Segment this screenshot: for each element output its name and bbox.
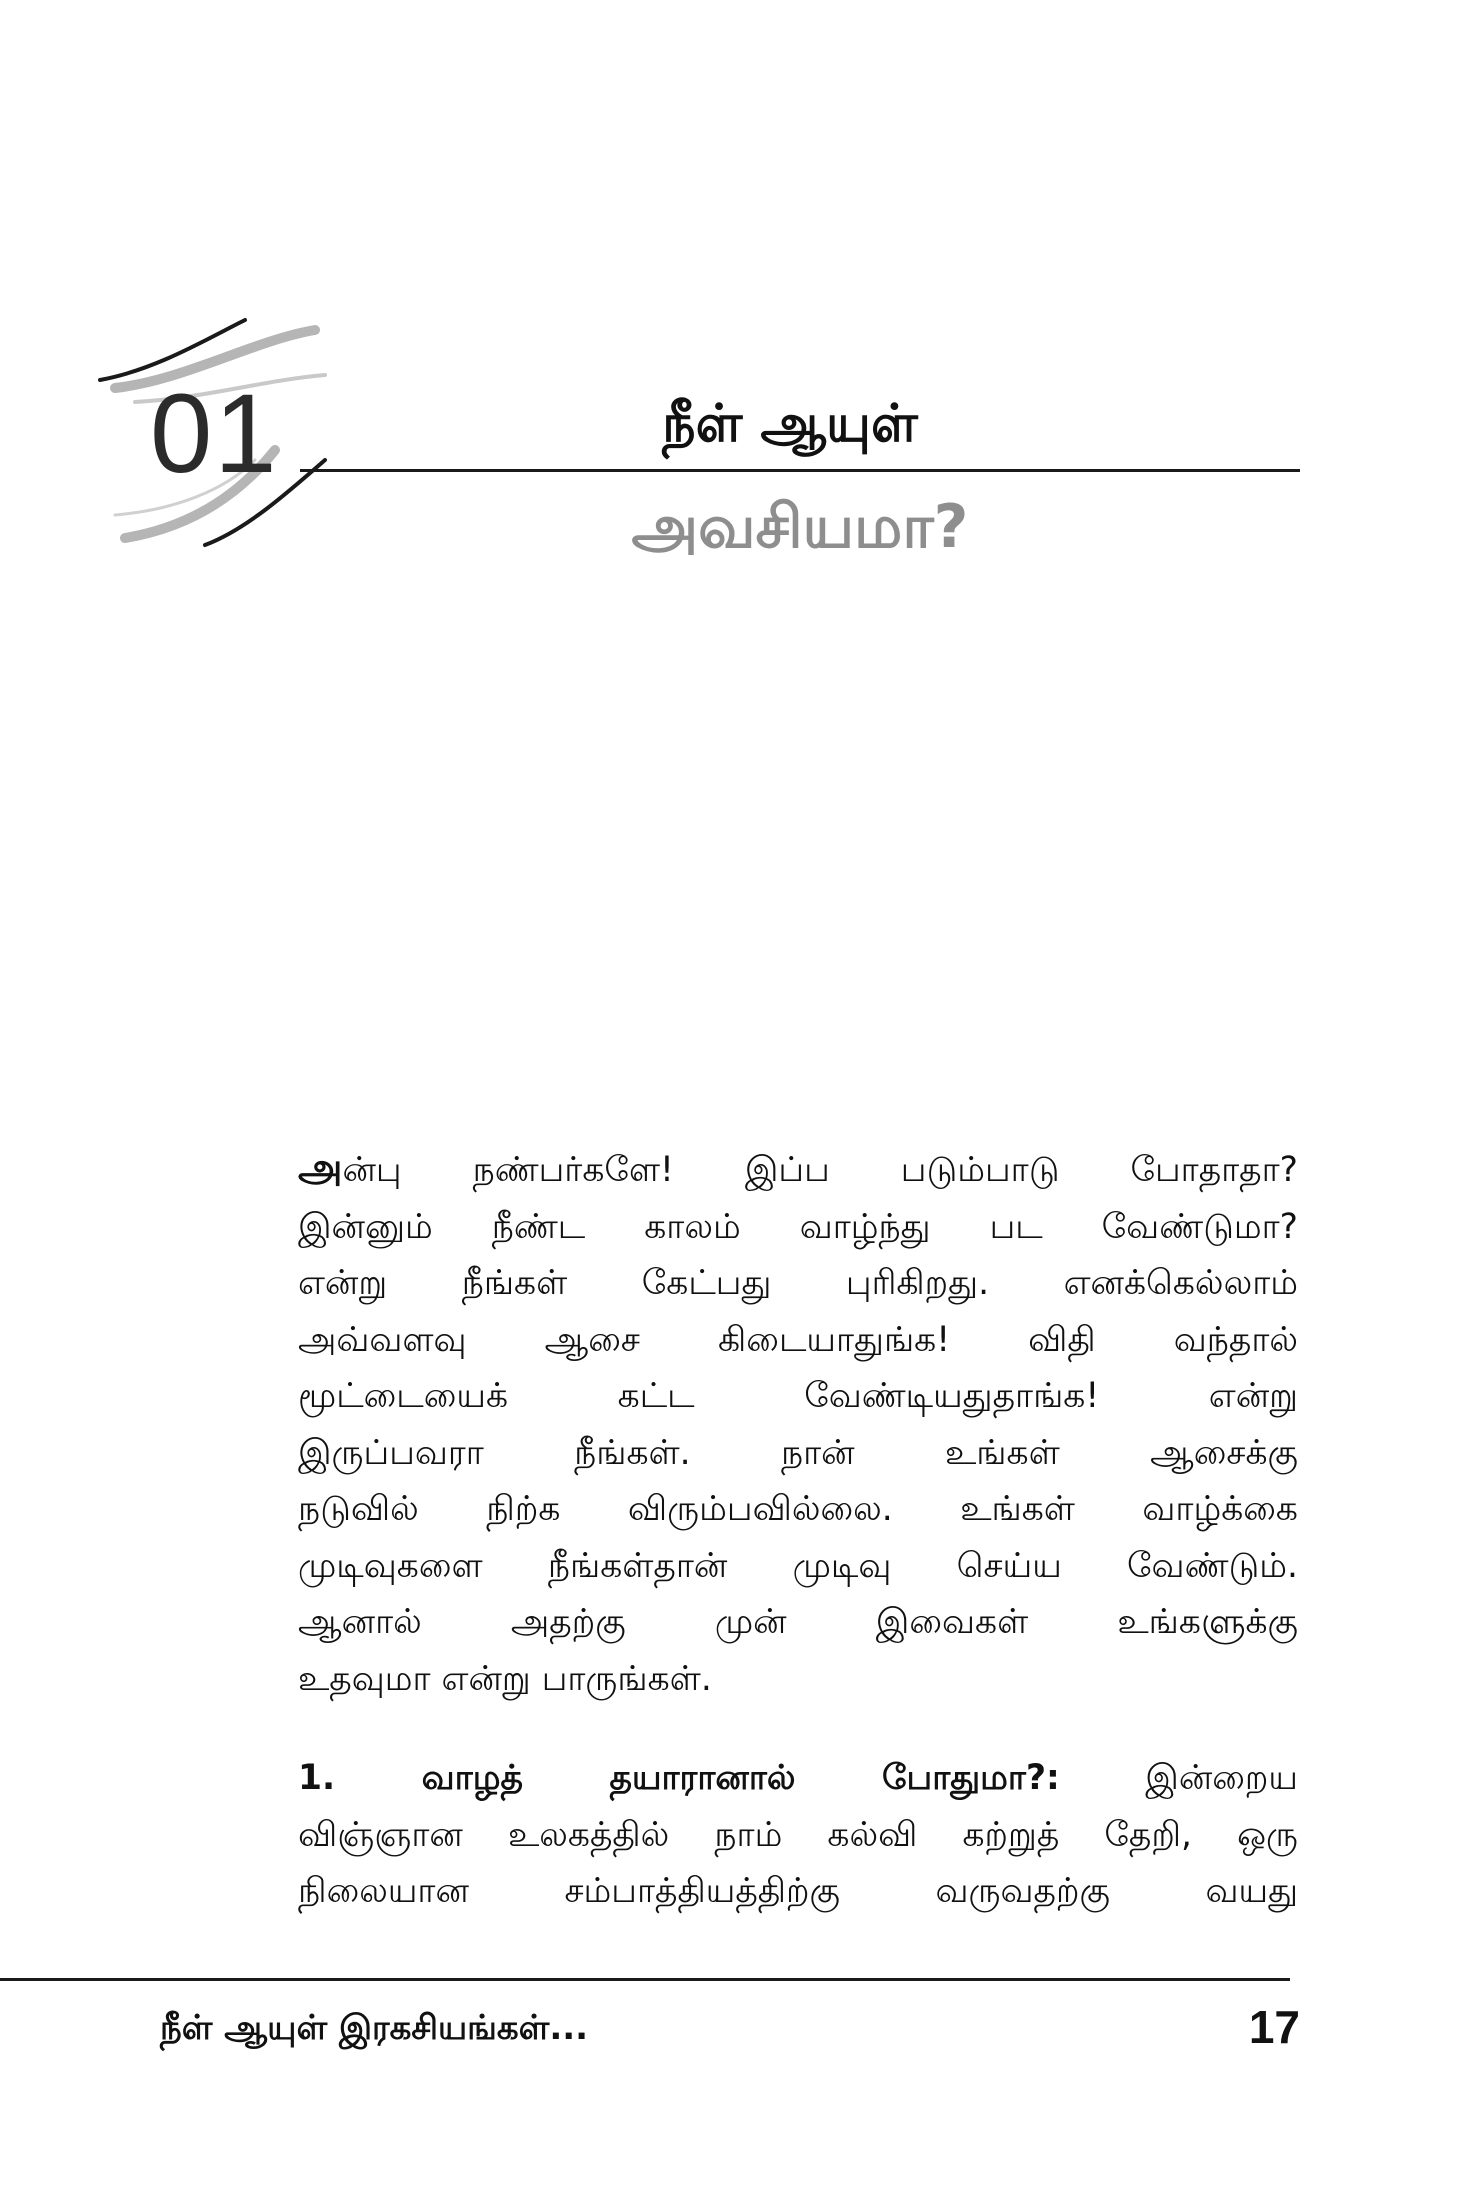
paragraph-line: முடிவுகளை நீங்கள்தான் முடிவு செய்ய வேண்டும். — [298, 1545, 1298, 1586]
page-number: 17 — [1248, 2001, 1300, 2053]
paragraph-line: அவ்வளவு ஆசை கிடையாதுங்க! விதி வந்தால் — [298, 1319, 1298, 1360]
paragraph-line: என்று நீங்கள் கேட்பது புரிகிறது. எனக்கெல்லாம் — [298, 1263, 1298, 1303]
intro-paragraph — [298, 1140, 1298, 1707]
paragraph-line: மூட்டையைக் கட்ட வேண்டியதுதாங்க! என்று — [298, 1376, 1298, 1416]
paragraph-line: இன்னும் நீண்ட காலம் வாழ்ந்து பட வேண்டுமா? — [298, 1206, 1298, 1247]
paragraph-line: நடுவில் நிற்க விரும்பவில்லை. உங்கள் வாழ்க்கை — [298, 1489, 1298, 1529]
paragraph-line: 1. வாழத் தயாரானால் போதுமா?: இன்றைய — [298, 1758, 1298, 1798]
chapter-title-line1: நீள் ஆயுள் — [662, 394, 918, 454]
section-1-paragraph — [298, 1750, 1298, 1920]
footer-divider — [0, 1978, 1290, 1981]
footer-book-title: நீள் ஆயுள் இரகசியங்கள்... — [160, 2008, 589, 2048]
paragraph-line: விஞ்ஞான உலகத்தில் நாம் கல்வி கற்றுத் தேறி, ஒரு — [298, 1814, 1298, 1855]
paragraph-line: இருப்பவரா நீங்கள். நான் உங்கள் ஆசைக்கு — [298, 1432, 1298, 1473]
section-heading: 1. வாழத் தயாரானால் போதுமா?: — [298, 1758, 1060, 1798]
chapter-title-line2: அவசியமா? — [631, 492, 969, 562]
paragraph-line: நிலையான சம்பாத்தியத்திற்கு வருவதற்கு வயது — [298, 1871, 1298, 1911]
paragraph-line: அன்பு நண்பர்களே! இப்ப படும்பாடு போதாதா? — [298, 1145, 1298, 1191]
paragraph-line: உதவுமா என்று பாருங்கள். — [298, 1658, 712, 1699]
chapter-number: 01 — [150, 371, 279, 496]
chapter-title-divider — [300, 469, 1300, 472]
drop-cap-letter: அ — [298, 1145, 343, 1191]
paragraph-line: ஆனால் அதற்கு முன் இவைகள் உங்களுக்கு — [298, 1602, 1298, 1642]
